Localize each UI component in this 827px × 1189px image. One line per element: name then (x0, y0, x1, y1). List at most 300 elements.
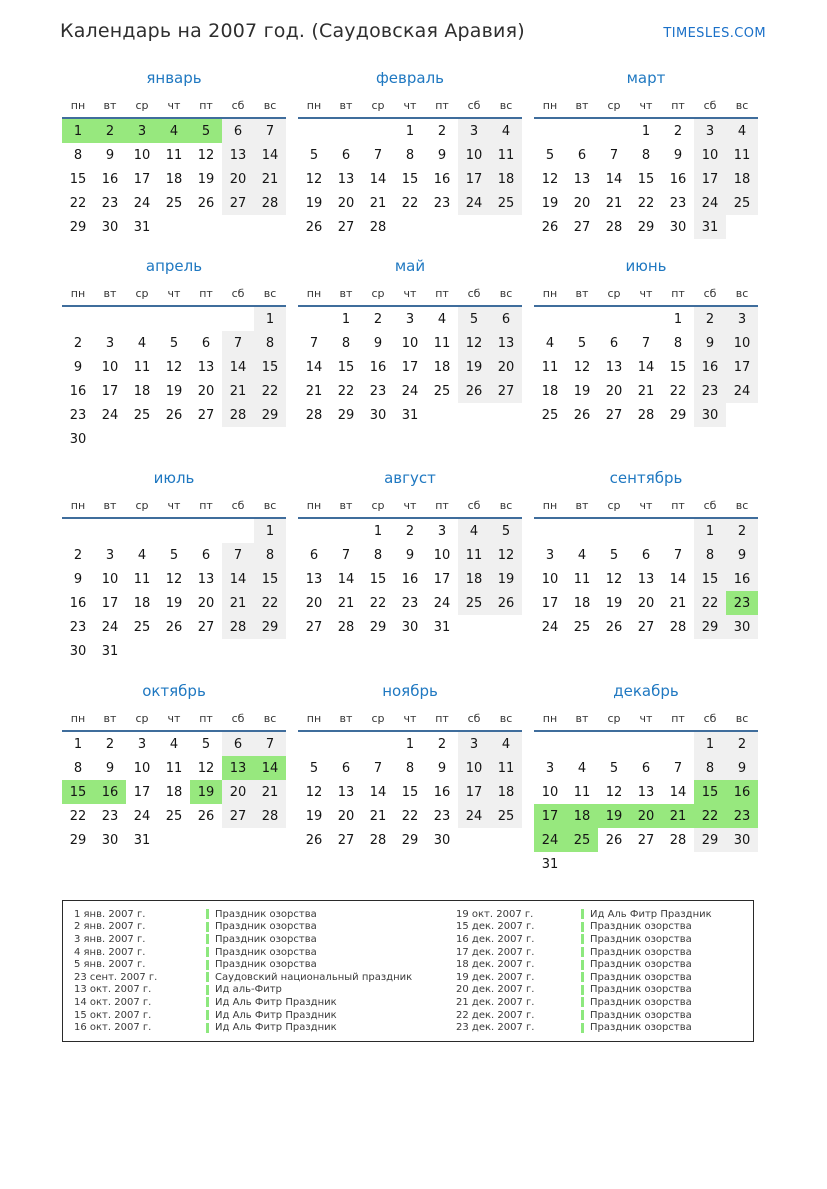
weekday-header: сб (694, 706, 726, 731)
day-cell: 19 (305, 808, 323, 824)
day-cell: 20 (337, 808, 355, 824)
day-cell: 11 (165, 147, 183, 163)
weekday-header: пн (534, 706, 566, 731)
day-cell: 8 (694, 756, 726, 780)
day-cell: 6 (201, 335, 211, 351)
holiday-color-bar-icon (581, 934, 584, 944)
month-title: январь (146, 69, 202, 87)
day-cell: 17 (133, 171, 151, 187)
weekday-header: вс (254, 281, 286, 306)
month-title: май (394, 257, 426, 275)
day-cell: 8 (341, 335, 351, 351)
day-cell: 19 (541, 195, 559, 211)
day-cell: 14 (254, 756, 286, 780)
day-cell: 14 (337, 571, 355, 587)
legend-holiday-name (206, 997, 456, 1008)
day-cell: 13 (197, 359, 215, 375)
legend-holiday-name (581, 984, 753, 995)
weekday-header: пт (662, 281, 694, 306)
empty-cell (630, 852, 662, 876)
weekday-header: ср (598, 493, 630, 518)
day-cell: 4 (437, 311, 447, 327)
month-block (298, 256, 522, 427)
weekday-header: вс (490, 281, 522, 306)
month-block (62, 468, 286, 663)
day-cell: 29 (669, 407, 687, 423)
day-cell: 23 (694, 379, 726, 403)
day-cell: 26 (458, 379, 490, 403)
empty-cell (694, 852, 726, 876)
day-cell: 17 (458, 780, 490, 804)
day-cell: 11 (133, 359, 151, 375)
day-cell: 26 (197, 195, 215, 211)
day-cell: 19 (605, 595, 623, 611)
day-cell: 13 (573, 171, 591, 187)
legend-holiday-label: Праздник озорства (590, 971, 692, 983)
day-cell: 7 (373, 760, 383, 776)
day-cell: 28 (669, 832, 687, 848)
day-cell: 26 (165, 619, 183, 635)
holiday-color-bar-icon (581, 1023, 584, 1033)
day-cell: 22 (254, 591, 286, 615)
day-cell: 8 (73, 147, 83, 163)
day-cell: 3 (458, 118, 490, 143)
day-cell: 4 (726, 118, 758, 143)
day-cell: 20 (222, 167, 254, 191)
day-cell: 29 (694, 615, 726, 639)
legend-date: 4 янв. 2007 г. (74, 946, 146, 958)
day-cell: 16 (433, 171, 451, 187)
day-cell: 26 (197, 808, 215, 824)
day-cell: 7 (341, 547, 351, 563)
day-cell: 5 (201, 736, 211, 752)
day-cell: 19 (165, 595, 183, 611)
day-cell: 18 (133, 595, 151, 611)
weekday-header: сб (222, 493, 254, 518)
day-cell: 1 (373, 523, 383, 539)
day-cell: 15 (669, 359, 687, 375)
day-cell: 25 (165, 808, 183, 824)
day-cell: 30 (369, 407, 387, 423)
day-cell: 5 (609, 547, 619, 563)
empty-cell (598, 306, 630, 331)
weekday-header: ср (126, 281, 158, 306)
weekday-header: вт (566, 93, 598, 118)
day-cell: 9 (373, 335, 383, 351)
day-cell: 11 (433, 335, 451, 351)
weekday-header: пт (190, 706, 222, 731)
empty-cell (566, 306, 598, 331)
day-cell: 17 (101, 595, 119, 611)
day-cell: 11 (573, 784, 591, 800)
month-table (534, 93, 758, 239)
empty-cell (254, 215, 286, 239)
day-cell: 27 (197, 619, 215, 635)
day-cell: 12 (541, 171, 559, 187)
day-cell: 20 (197, 595, 215, 611)
day-cell: 13 (637, 571, 655, 587)
day-cell: 9 (73, 359, 83, 375)
site-link[interactable]: TIMESLES.COM (663, 26, 766, 41)
day-cell: 7 (309, 335, 319, 351)
month-table (534, 281, 758, 427)
day-cell: 20 (337, 195, 355, 211)
empty-cell (394, 215, 426, 239)
day-cell: 2 (73, 547, 83, 563)
day-cell: 10 (101, 571, 119, 587)
day-cell: 17 (541, 595, 559, 611)
weekday-header: пт (426, 706, 458, 731)
day-cell: 20 (605, 383, 623, 399)
day-cell: 3 (126, 118, 158, 143)
empty-cell (490, 215, 522, 239)
day-cell: 27 (490, 379, 522, 403)
day-cell: 31 (433, 619, 451, 635)
weekday-header: сб (222, 93, 254, 118)
day-cell: 23 (369, 383, 387, 399)
day-cell: 28 (637, 407, 655, 423)
day-cell: 29 (254, 615, 286, 639)
day-cell: 21 (254, 780, 286, 804)
empty-cell (426, 403, 458, 427)
weekday-header: вт (566, 493, 598, 518)
day-cell: 14 (369, 171, 387, 187)
empty-cell (62, 518, 94, 543)
day-cell: 1 (694, 518, 726, 543)
legend-date: 15 окт. 2007 г. (74, 1009, 152, 1021)
day-cell: 25 (490, 804, 522, 828)
empty-cell (630, 306, 662, 331)
day-cell: 30 (669, 219, 687, 235)
day-cell: 29 (637, 219, 655, 235)
legend-holiday-label: Саудовский национальный праздник (215, 971, 413, 983)
month-title: март (626, 69, 666, 87)
day-cell: 19 (458, 355, 490, 379)
day-cell: 17 (534, 804, 566, 828)
day-cell: 3 (545, 760, 555, 776)
month-block (298, 468, 522, 639)
legend-holiday-label: Праздник озорства (215, 946, 317, 958)
month-title: октябрь (142, 682, 206, 700)
month-title: июнь (625, 257, 667, 275)
day-cell: 1 (405, 736, 415, 752)
day-cell: 3 (137, 736, 147, 752)
day-cell: 25 (541, 407, 559, 423)
day-cell: 4 (490, 118, 522, 143)
legend-holiday-name (581, 997, 753, 1008)
day-cell: 24 (433, 595, 451, 611)
empty-cell (566, 118, 598, 143)
weekday-header: пн (298, 706, 330, 731)
day-cell: 15 (69, 171, 87, 187)
weekday-header: пт (190, 281, 222, 306)
day-cell: 26 (541, 219, 559, 235)
day-cell: 28 (369, 832, 387, 848)
day-cell: 6 (641, 760, 651, 776)
day-cell: 18 (490, 167, 522, 191)
day-cell: 26 (305, 219, 323, 235)
empty-cell (362, 731, 394, 756)
empty-cell (190, 306, 222, 331)
weekday-header: пт (662, 493, 694, 518)
legend-holiday-label: Праздник озорства (590, 933, 692, 945)
day-cell: 2 (405, 523, 415, 539)
legend-holiday-label: Праздник озорства (215, 921, 317, 933)
day-cell: 7 (373, 147, 383, 163)
weekday-header: вс (254, 93, 286, 118)
weekday-header: ср (598, 706, 630, 731)
month-table (62, 281, 286, 451)
holiday-color-bar-icon (206, 985, 209, 995)
day-cell: 7 (673, 760, 683, 776)
day-cell: 26 (605, 832, 623, 848)
month-block (62, 681, 286, 852)
day-cell: 2 (105, 736, 115, 752)
day-cell: 2 (694, 306, 726, 331)
day-cell: 3 (545, 547, 555, 563)
weekday-header: пн (62, 281, 94, 306)
day-cell: 2 (94, 118, 126, 143)
weekday-header: ср (598, 281, 630, 306)
day-cell: 9 (105, 147, 115, 163)
day-cell: 16 (369, 359, 387, 375)
day-cell: 20 (305, 595, 323, 611)
holiday-color-bar-icon (581, 960, 584, 970)
weekday-header: чт (158, 706, 190, 731)
empty-cell (534, 306, 566, 331)
holiday-color-bar-icon (206, 1010, 209, 1020)
day-cell: 7 (254, 731, 286, 756)
legend-holiday-label: Праздник озорства (590, 946, 692, 958)
empty-cell (458, 615, 490, 639)
legend-date: 21 дек. 2007 г. (456, 996, 535, 1008)
day-cell: 13 (337, 171, 355, 187)
day-cell: 8 (73, 760, 83, 776)
day-cell: 30 (69, 431, 87, 447)
legend-holiday-name (581, 934, 753, 945)
empty-cell (158, 518, 190, 543)
day-cell: 14 (305, 359, 323, 375)
day-cell: 5 (609, 760, 619, 776)
legend-holiday-name (206, 947, 456, 958)
day-cell: 4 (490, 731, 522, 756)
day-cell: 17 (133, 784, 151, 800)
weekday-header: сб (458, 93, 490, 118)
day-cell: 17 (101, 383, 119, 399)
day-cell: 22 (669, 383, 687, 399)
day-cell: 15 (369, 571, 387, 587)
empty-cell (662, 852, 694, 876)
weekday-header: сб (458, 281, 490, 306)
month-table (62, 706, 286, 852)
day-cell: 13 (305, 571, 323, 587)
empty-cell (190, 639, 222, 663)
empty-cell (662, 731, 694, 756)
day-cell: 9 (437, 760, 447, 776)
day-cell: 24 (726, 379, 758, 403)
day-cell: 1 (694, 731, 726, 756)
empty-cell (158, 306, 190, 331)
legend-date: 17 дек. 2007 г. (456, 946, 535, 958)
day-cell: 15 (637, 171, 655, 187)
empty-cell (254, 427, 286, 451)
day-cell: 18 (433, 359, 451, 375)
day-cell: 27 (337, 832, 355, 848)
legend-holiday-label: Праздник озорства (590, 959, 692, 971)
day-cell: 9 (694, 331, 726, 355)
day-cell: 13 (222, 756, 254, 780)
weekday-header: чт (394, 706, 426, 731)
day-cell: 16 (101, 171, 119, 187)
day-cell: 2 (726, 518, 758, 543)
day-cell: 7 (222, 543, 254, 567)
day-cell: 13 (337, 784, 355, 800)
empty-cell (330, 118, 362, 143)
empty-cell (62, 306, 94, 331)
day-cell: 22 (69, 195, 87, 211)
empty-cell (298, 118, 330, 143)
day-cell: 23 (401, 595, 419, 611)
legend-holiday-label: Праздник озорства (590, 996, 692, 1008)
weekday-header: сб (694, 281, 726, 306)
empty-cell (126, 306, 158, 331)
day-cell: 31 (541, 856, 559, 872)
weekday-header: вс (254, 493, 286, 518)
day-cell: 8 (254, 331, 286, 355)
weekday-header: сб (694, 493, 726, 518)
day-cell: 30 (401, 619, 419, 635)
day-cell: 11 (573, 571, 591, 587)
day-cell: 21 (254, 167, 286, 191)
legend-date: 5 янв. 2007 г. (74, 959, 146, 971)
day-cell: 24 (133, 808, 151, 824)
month-table (62, 93, 286, 239)
day-cell: 5 (309, 760, 319, 776)
day-cell: 9 (73, 571, 83, 587)
legend-holiday-name (206, 1010, 456, 1021)
day-cell: 14 (222, 355, 254, 379)
day-cell: 4 (169, 736, 179, 752)
day-cell: 15 (401, 784, 419, 800)
weekday-header: вт (94, 493, 126, 518)
day-cell: 8 (254, 543, 286, 567)
legend-holiday-name (581, 959, 753, 970)
day-cell: 13 (197, 571, 215, 587)
empty-cell (94, 518, 126, 543)
day-cell: 7 (254, 118, 286, 143)
day-cell: 24 (401, 383, 419, 399)
empty-cell (362, 118, 394, 143)
holiday-color-bar-icon (206, 960, 209, 970)
day-cell: 25 (726, 191, 758, 215)
day-cell: 15 (254, 355, 286, 379)
day-cell: 24 (133, 195, 151, 211)
legend-holiday-label: Праздник озорства (590, 921, 692, 933)
day-cell: 5 (490, 518, 522, 543)
weekday-header: чт (158, 281, 190, 306)
empty-cell (298, 731, 330, 756)
day-cell: 31 (101, 643, 119, 659)
day-cell: 31 (694, 215, 726, 239)
day-cell: 14 (222, 567, 254, 591)
empty-cell (94, 427, 126, 451)
weekday-header: ср (126, 93, 158, 118)
empty-cell (158, 215, 190, 239)
day-cell: 25 (566, 828, 598, 852)
day-cell: 3 (726, 306, 758, 331)
day-cell: 10 (401, 335, 419, 351)
day-cell: 18 (541, 383, 559, 399)
day-cell: 21 (369, 195, 387, 211)
day-cell: 25 (133, 619, 151, 635)
day-cell: 5 (458, 306, 490, 331)
weekday-header: вс (490, 93, 522, 118)
day-cell: 15 (62, 780, 94, 804)
day-cell: 23 (726, 804, 758, 828)
legend-holiday-name (581, 1010, 753, 1021)
day-cell: 14 (669, 784, 687, 800)
day-cell: 1 (641, 123, 651, 139)
month-table (62, 493, 286, 663)
day-cell: 11 (726, 143, 758, 167)
day-cell: 18 (165, 171, 183, 187)
day-cell: 30 (726, 615, 758, 639)
empty-cell (598, 118, 630, 143)
day-cell: 18 (133, 383, 151, 399)
day-cell: 31 (401, 407, 419, 423)
legend-date: 19 окт. 2007 г. (456, 908, 534, 920)
weekday-header: чт (394, 493, 426, 518)
day-cell: 18 (165, 784, 183, 800)
day-cell: 6 (490, 306, 522, 331)
day-cell: 11 (165, 760, 183, 776)
empty-cell (458, 215, 490, 239)
day-cell: 23 (433, 195, 451, 211)
day-cell: 3 (105, 335, 115, 351)
weekday-header: пн (534, 493, 566, 518)
day-cell: 5 (169, 335, 179, 351)
empty-cell (222, 518, 254, 543)
day-cell: 30 (726, 828, 758, 852)
weekday-header: вс (726, 706, 758, 731)
day-cell: 12 (305, 171, 323, 187)
day-cell: 12 (305, 784, 323, 800)
day-cell: 9 (105, 760, 115, 776)
day-cell: 23 (101, 808, 119, 824)
day-cell: 1 (405, 123, 415, 139)
empty-cell (330, 731, 362, 756)
month-table (298, 706, 522, 852)
day-cell: 11 (458, 543, 490, 567)
empty-cell (598, 518, 630, 543)
weekday-header: вт (330, 281, 362, 306)
legend-holiday-label: Ид Аль Фитр Праздник (215, 996, 337, 1008)
day-cell: 11 (490, 756, 522, 780)
day-cell: 10 (458, 143, 490, 167)
empty-cell (126, 639, 158, 663)
day-cell: 13 (637, 784, 655, 800)
day-cell: 10 (133, 147, 151, 163)
day-cell: 19 (573, 383, 591, 399)
day-cell: 31 (133, 219, 151, 235)
day-cell: 12 (458, 331, 490, 355)
day-cell: 20 (573, 195, 591, 211)
day-cell: 10 (726, 331, 758, 355)
day-cell: 23 (669, 195, 687, 211)
day-cell: 23 (101, 195, 119, 211)
day-cell: 29 (337, 407, 355, 423)
page-header (60, 20, 766, 42)
